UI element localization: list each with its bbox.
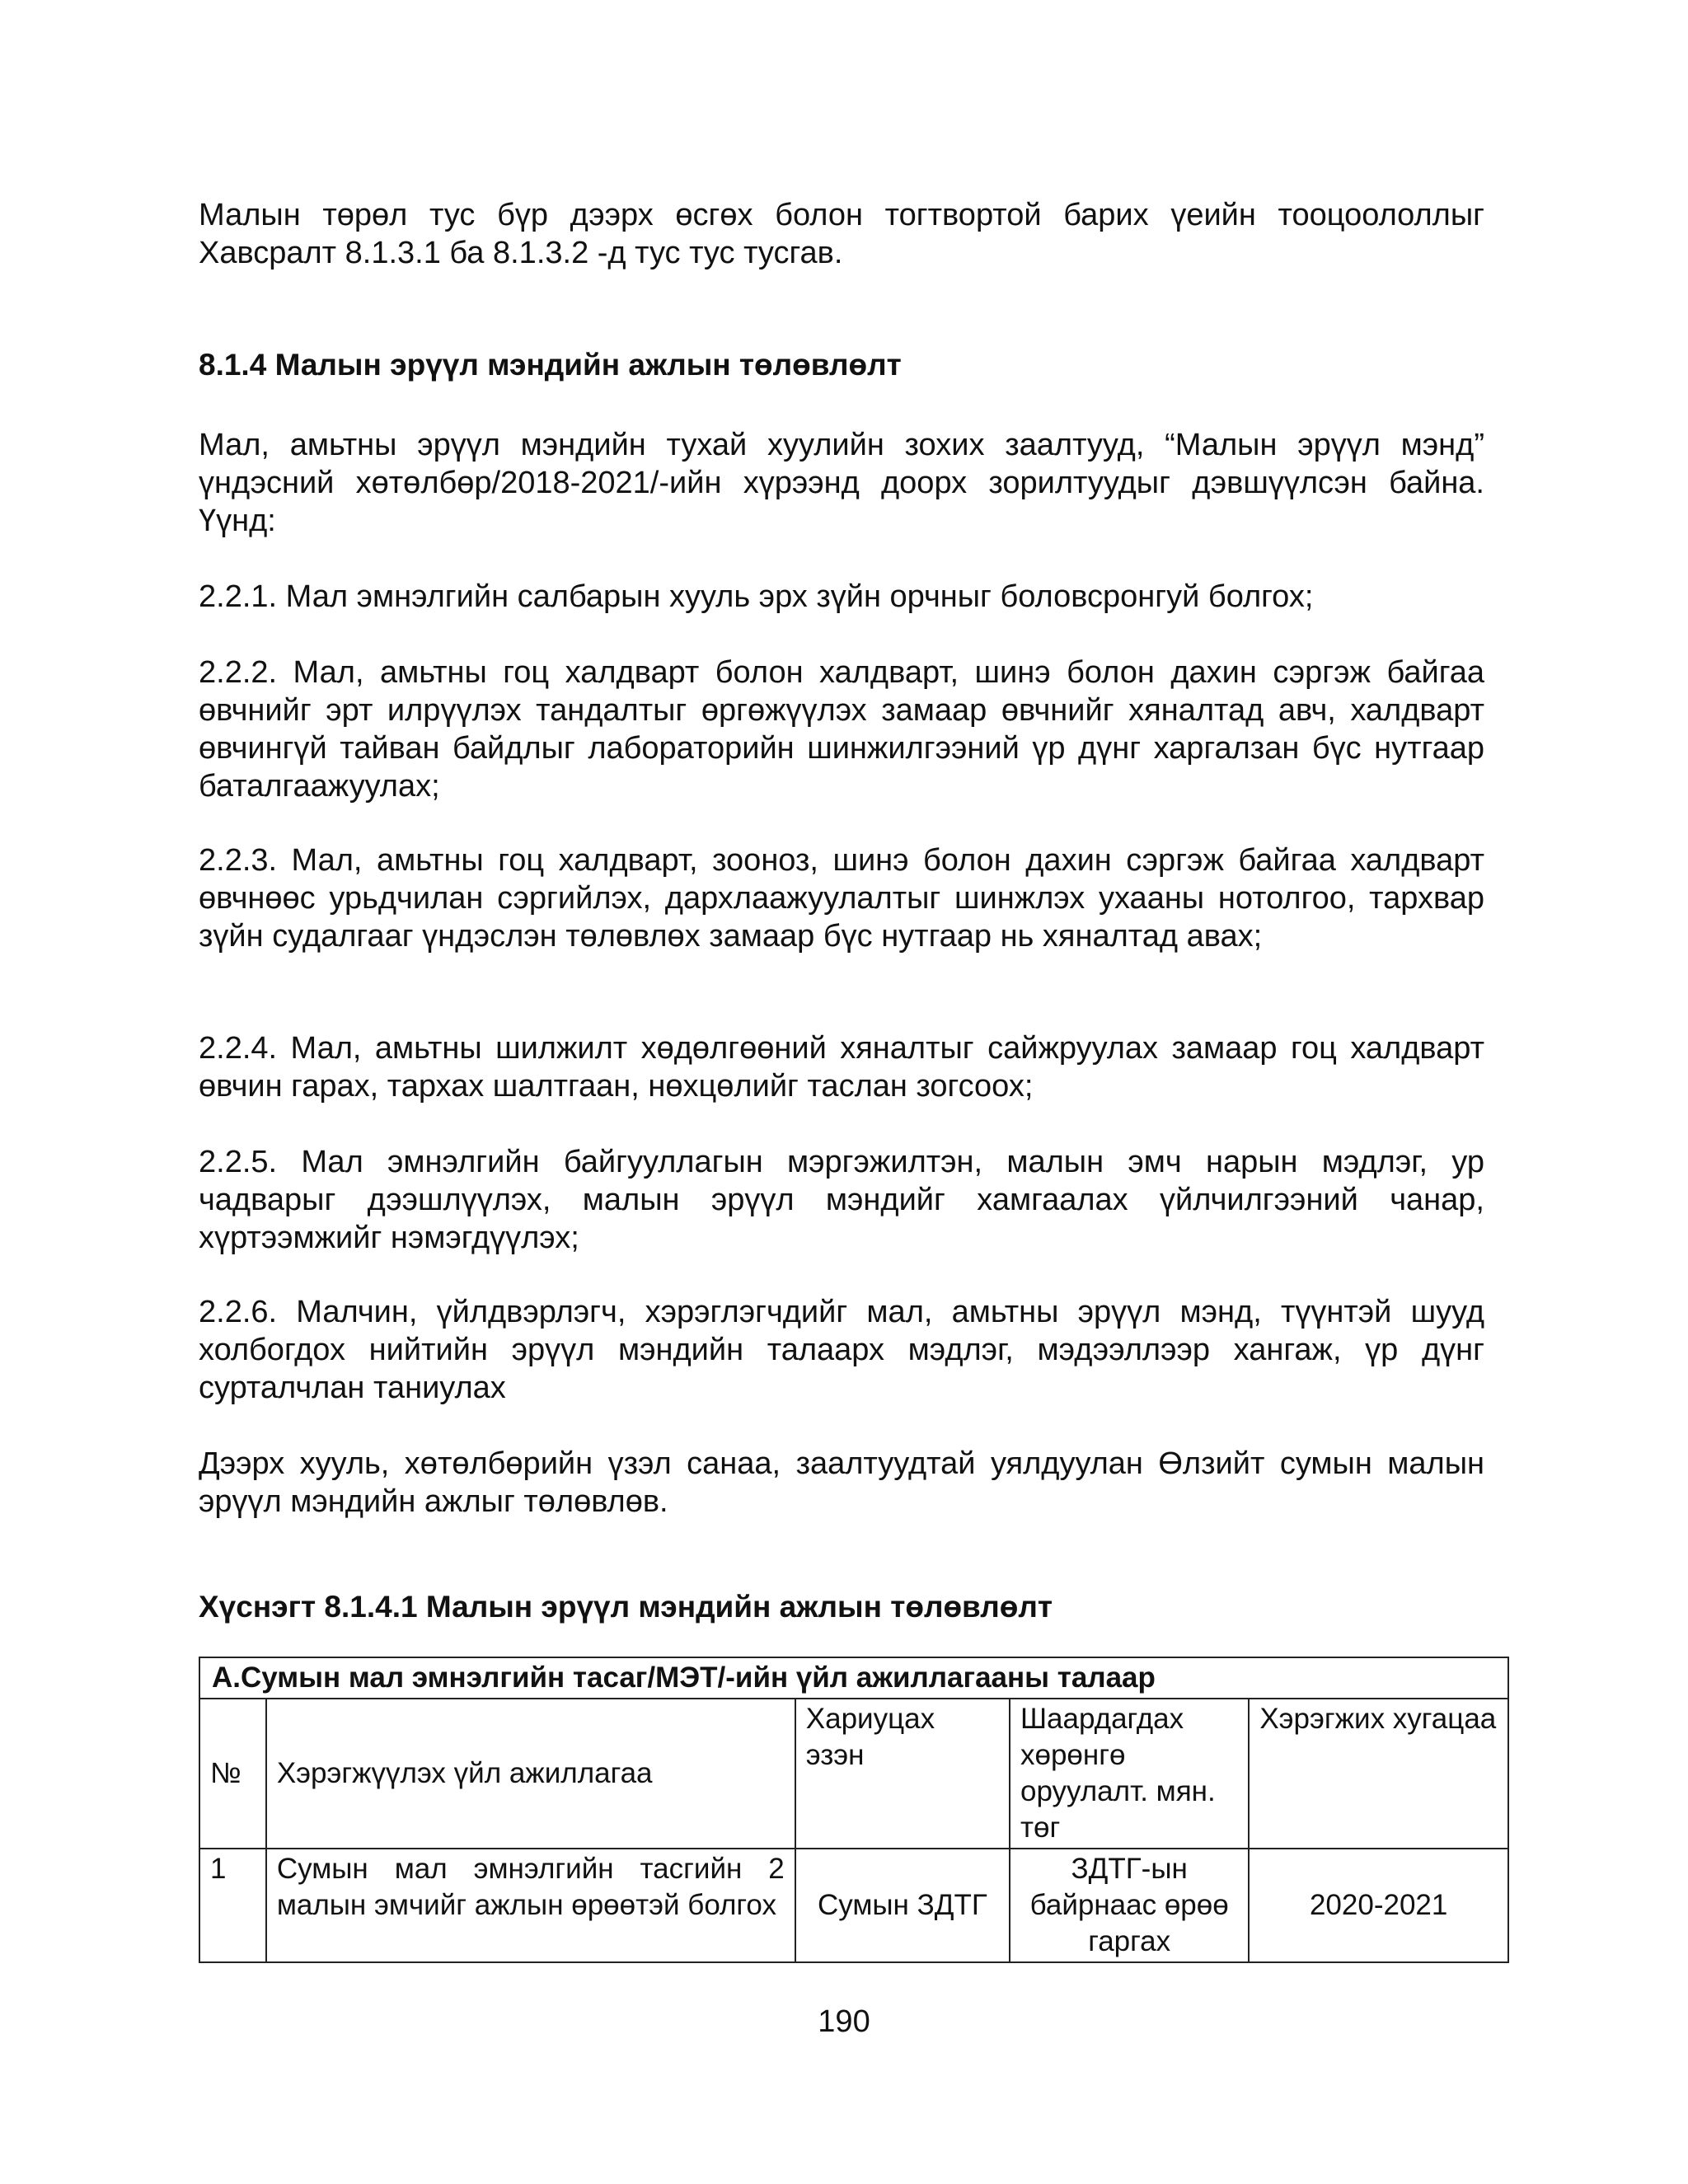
header-responsible: Хариуцах эзэн [795, 1699, 1010, 1849]
table-section-row [199, 1657, 1508, 1699]
paragraph-2-2-4: 2.2.4. Мал, амьтны шилжилт хөдөлгөөний хяналтыг сайжруулах замаар гоц халдварт өвчин гарах, тархах шалтгаан, нөхцөлийг таслан зогсоох; [199, 1031, 1484, 1104]
table-header-row [199, 1699, 1508, 1849]
cell-timeline: 2020-2021 [1249, 1849, 1508, 1962]
table-row [199, 1849, 1508, 1962]
paragraph-2-2-2: 2.2.2. Мал, амьтны гоц халдварт болон халдварт, шинэ болон дахин сэргэж байгаа өвчнийг эрт илрүүлэх тандалтыг өргөжүүлэх замаар өвчнийг хяналтад авч, халдварт өвчингүй тайван байдлыг лабораторийн шинжилгээний үр дүнг харгалзан бүс нутгаар баталгаажуулах; [199, 655, 1484, 804]
paragraph-2-2-3: 2.2.3. Мал, амьтны гоц халдварт, зооноз, шинэ болон дахин сэргэж байгаа халдварт өвчнөөс урьдчилан сэргийлэх, дархлаажуулалтыг шинжлэх ухааны нотолгоо, тархвар зүйн судалгааг үндэслэн төлөвлөх замаар бүс нутгаар нь хяналтад авах; [199, 843, 1484, 954]
header-num: № [199, 1699, 266, 1849]
header-resources: Шаардагдах хөрөнгө оруулалт. мян. төг [1010, 1699, 1249, 1849]
table-section-title: А.Сумын мал эмнэлгийн тасаг/МЭТ/-ийн үйл ажиллагааны талаар [199, 1657, 1508, 1699]
section-heading: 8.1.4 Малын эрүүл мэндийн ажлын төлөвлөлт [199, 348, 902, 382]
health-plan-table [199, 1657, 1509, 1963]
header-timeline: Хэрэгжих хугацаа [1249, 1699, 1508, 1849]
cell-num: 1 [199, 1849, 266, 1962]
header-activity: Хэрэгжүүлэх үйл ажиллагаа [266, 1699, 795, 1849]
page-number: 190 [818, 2004, 870, 2039]
table-caption: Хүснэгт 8.1.4.1 Малын эрүүл мэндийн ажлын төлөвлөлт [199, 1590, 1053, 1624]
cell-activity: Сумын мал эмнэлгийн тасгийн 2 малын эмчийг ажлын өрөөтэй болгох [266, 1849, 795, 1962]
paragraph-2-2-6: 2.2.6. Малчин, үйлдвэрлэгч, хэрэглэгчдийг мал, амьтны эрүүл мэнд, түүнтэй шууд холбогдох нийтийн эрүүл мэндийн талаарх мэдлэг, мэдээллээр хангаж, үр дүнг сурталчлан таниулах [199, 1295, 1484, 1405]
paragraph-2-2-5: 2.2.5. Мал эмнэлгийн байгууллагын мэргэжилтэн, малын эмч нарын мэдлэг, ур чадварыг дээшлүүлэх, малын эрүүл мэндийг хамгаалах үйлчилгээний чанар, хүртээмжийг нэмэгдүүлэх; [199, 1145, 1484, 1255]
cell-responsible: Сумын ЗДТГ [795, 1849, 1010, 1962]
paragraph-conclusion: Дээрх хууль, хөтөлбөрийн үзэл санаа, заалтуудтай уялдуулан Өлзийт сумын малын эрүүл мэндийн ажлыг төлөвлөв. [199, 1446, 1484, 1519]
cell-resources: ЗДТГ-ын байрнаас өрөө гаргах [1010, 1849, 1249, 1962]
paragraph-2-2-1: 2.2.1. Мал эмнэлгийн салбарын хууль эрх зүйн орчныг боловсронгуй болгох; [199, 579, 1314, 614]
intro-paragraph: Малын төрөл тус бүр дээрх өсгөх болон тогтвортой барих үеийн тооцоололлыг Хавсралт 8.1.3.1 ба 8.1.3.2 -д тус тус тусгав. [199, 198, 1484, 270]
paragraph-intro-goals: Мал, амьтны эрүүл мэндийн тухай хуулийн зохих заалтууд, “Малын эрүүл мэнд” үндэсний хөтөлбөр/2018-2021/-ийн хүрээнд доорх зорилтуудыг дэвшүүлсэн байна. Үүнд: [199, 428, 1484, 538]
